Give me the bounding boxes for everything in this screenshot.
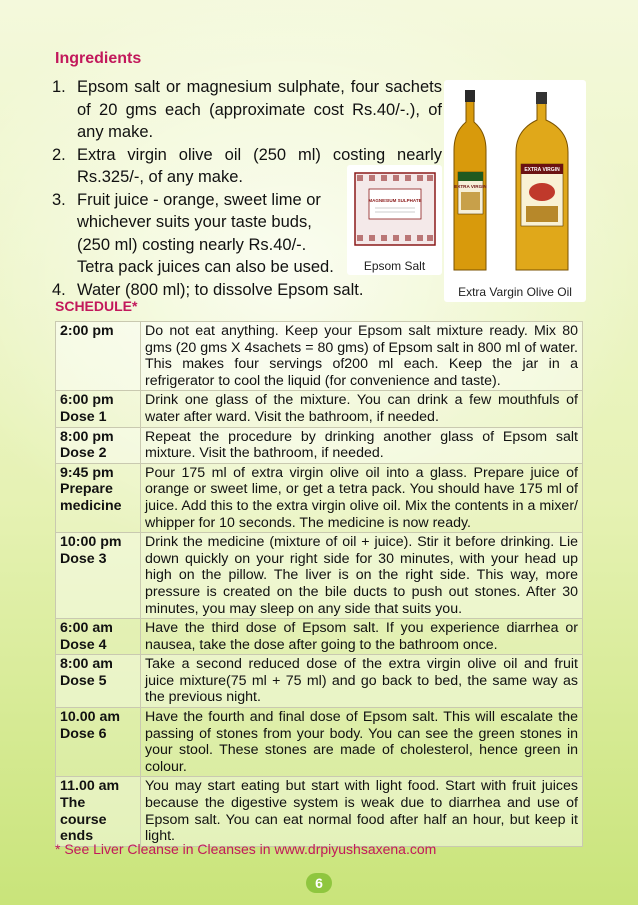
schedule-time-line: Dose 4 (60, 636, 107, 653)
schedule-time (56, 322, 141, 391)
ingredient-number: 2. (52, 145, 66, 164)
schedule-row (56, 777, 583, 846)
schedule-body (56, 322, 583, 847)
schedule-row (56, 322, 583, 391)
schedule-time-line: 6:00 am (60, 620, 113, 637)
schedule-time-line: 11.00 am (60, 778, 120, 795)
schedule-description: Do not eat anything. Keep your Epsom salt mixture ready. Mix 80 gms (20 gms X 4sachets = 80 gms) of Epsom salt in 800 ml of water. This makes four servings of200 ml each. Keep the jar in a refrigerator to cool the liquid (for convenience and taste). (141, 322, 583, 391)
schedule-time-line: Dose 5 (60, 672, 107, 689)
schedule-row (56, 655, 583, 708)
schedule-time-line: medicine (60, 497, 122, 514)
schedule-description: Repeat the procedure by drinking another glass of Epsom salt mixture. Visit the bathroom, if needed. (141, 427, 583, 463)
schedule-time (56, 391, 141, 427)
schedule-row (56, 463, 583, 532)
ingredient-item (52, 76, 442, 144)
ingredient-line: Tetra pack juices can also be used. (77, 258, 334, 276)
schedule-time-line: 6:00 pm (60, 392, 114, 409)
ingredients-heading: Ingredients (55, 50, 142, 67)
schedule-description: Have the third dose of Epsom salt. If you experience diarrhea or nausea, take the dose after going to the bathroom once. (141, 619, 583, 655)
olive-oil-photo (444, 80, 586, 302)
epsom-salt-packet-illustration (347, 165, 442, 255)
schedule-description: Have the fourth and final dose of Epsom salt. This will escalate the passing of stones from your body. You can see the green stones in your stool. These stones are made of cholesterol, hence green in colour. (141, 708, 583, 777)
ingredient-number: 4. (52, 280, 66, 299)
schedule-time-line: Dose 6 (60, 725, 107, 742)
footnote: * See Liver Cleanse in Cleanses in www.drpiyushsaxena.com (55, 841, 437, 857)
schedule-description: Pour 175 ml of extra virgin olive oil into a glass. Prepare juice of orange or sweet lime, or get a tetra pack. You should have 175 ml of juice. Add this to the extra virgin olive oil. Mix the contents in a mixer/ whipper for 10 seconds. The medicine is now ready. (141, 463, 583, 532)
schedule-time-line: 9:45 pm (60, 464, 114, 481)
schedule-time-line: 8:00 pm (60, 428, 114, 445)
schedule-description: Drink one glass of the mixture. You can drink a few mouthfuls of water after ward. Visit the bathroom, if needed. (141, 391, 583, 427)
ingredient-text: Extra virgin olive oil (250 ml) costing nearly Rs.325/-, of any make. (77, 145, 442, 186)
schedule-time (56, 708, 141, 777)
ingredient-number: 1. (52, 78, 66, 96)
schedule-row (56, 391, 583, 427)
schedule-row (56, 427, 583, 463)
schedule-time-line: Prepare (60, 481, 113, 498)
schedule-time-line: 2:00 pm (60, 323, 114, 339)
schedule-description: You may start eating but start with light food. Start with fruit juices because the digestive system is weak due to diarrhea and use of Epsom salt. You can eat normal food after half an hour, but keep it light. (141, 777, 583, 846)
schedule-row (56, 533, 583, 619)
schedule-time-line: 8:00 am (60, 656, 113, 673)
ingredient-line: whichever suits your taste buds, (77, 213, 312, 231)
schedule-time-line: 10.00 am (60, 709, 120, 726)
olive-oil-bottles-illustration (444, 80, 586, 280)
oil-label-text-1: EXTRA VIRGIN (454, 184, 487, 189)
schedule-description: Take a second reduced dose of the extra virgin olive oil and fruit juice mixture(75 ml + 75 ml) and go back to bed, the same way as the previous night. (141, 655, 583, 708)
schedule-time-line: Dose 3 (60, 550, 107, 567)
ingredient-text: Water (800 ml); to dissolve Epsom salt. (77, 280, 364, 299)
schedule-row (56, 708, 583, 777)
schedule-time (56, 533, 141, 619)
ingredient-number: 3. (52, 190, 66, 209)
epsom-salt-photo (347, 165, 442, 275)
schedule-time (56, 427, 141, 463)
ingredient-line: (250 ml) costing nearly Rs.40/-. (77, 235, 307, 254)
schedule-time-line: The (60, 795, 86, 812)
schedule-time-line: course (60, 811, 107, 828)
olive-oil-caption: Extra Vargin Olive Oil (458, 285, 572, 299)
salt-label-text: MAGNESIUM SULPHATE (368, 198, 422, 203)
schedule-time-line: ends (60, 828, 94, 845)
epsom-salt-caption: Epsom Salt (363, 259, 426, 273)
schedule-heading: SCHEDULE* (55, 298, 138, 314)
oil-label-text-2: EXTRA VIRGIN (524, 167, 560, 173)
ingredient-text: Epsom salt or magnesium sulphate, four sachets of 20 gms each (approximate cost Rs.40/-.), of any make. (77, 78, 442, 141)
schedule-time (56, 619, 141, 655)
schedule-time-line: Dose 2 (60, 445, 107, 462)
schedule-time-line: Dose 1 (60, 408, 107, 425)
schedule-table (55, 321, 583, 847)
schedule-time-line: 10:00 pm (60, 534, 122, 551)
ingredient-line: Fruit juice - orange, sweet lime or (77, 190, 321, 209)
schedule-time (56, 655, 141, 708)
schedule-row (56, 619, 583, 655)
schedule-time (56, 463, 141, 532)
schedule-description: Drink the medicine (mixture of oil + juice). Stir it before drinking. Lie down quickly on your right side for 30 minutes, with your head up high on the pillow. The liver is on the right side. This way, more pressure is created on the bile ducts to push out stones. After 30 minutes, you may sleep on any side that suits you. (141, 533, 583, 619)
schedule-time (56, 777, 141, 846)
page-number: 6 (306, 873, 332, 893)
